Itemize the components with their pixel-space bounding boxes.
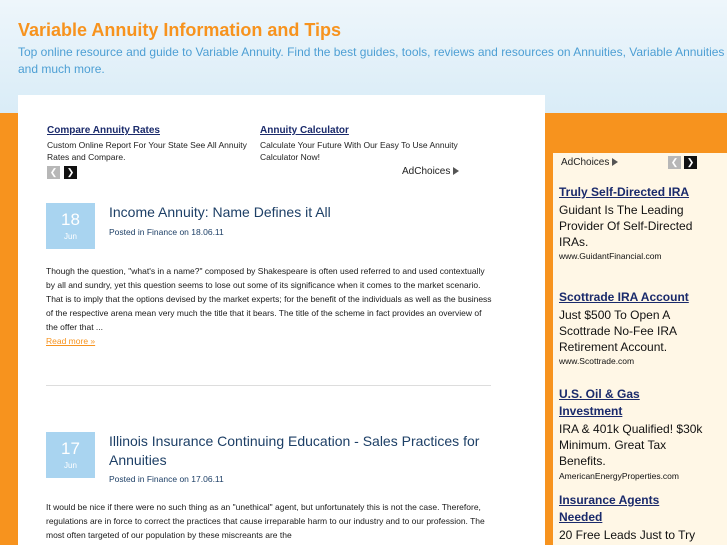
sidebar-ad-title[interactable]: Truly Self-Directed IRA	[559, 185, 690, 199]
ad-link-annuity-calculator[interactable]: Annuity Calculator	[260, 125, 349, 136]
post-excerpt: It would be nice if there were no such thing as an "unethical" agent, but unfortunately this is not the case. Therefore, regulations are in force to correct the practices that cause irreparable harm to our industry and to our profession. The most often targeted of our population by these miscreants are the	[46, 502, 485, 540]
adchoices-icon	[453, 167, 459, 175]
chevron-left-icon[interactable]: ❮	[668, 156, 681, 169]
adchoices-link[interactable]	[402, 166, 459, 177]
post-title[interactable]: Illinois Insurance Continuing Education - Sales Practices for Annuities	[109, 433, 480, 468]
post-excerpt: Though the question, "what's in a name?" composed by Shakespeare is often used referred to and used contextually by all and sundry, yet this question seems to lose out some of its significance when it comes to the market scenario. That is to imply that the options devised by the market experts; for the benefit of the individuals as well as the business of the respective arena mean very much the title that it bears. The title of the scheme in fact provides an overview of the offer that ...	[46, 266, 492, 332]
post-meta-prefix: Posted in	[109, 227, 145, 237]
ad-description: Calculate Your Future With Our Easy To Use Annuity Calculator Now!	[260, 140, 458, 162]
sidebar-ad-title[interactable]: Insurance Agents Needed	[559, 493, 660, 524]
sidebar-ad-url[interactable]: www.Scottrade.com	[559, 356, 635, 366]
post-category-link[interactable]: Finance	[146, 227, 178, 237]
site-title[interactable]: Variable Annuity Information and Tips	[18, 20, 342, 40]
site-description: Top online resource and guide to Variable Annuity. Find the best guides, tools, reviews and resources on Annuities, Variable Annuities and much more.	[18, 45, 725, 76]
sidebar-adchoices-link[interactable]	[561, 157, 618, 168]
adchoices-label: AdChoices	[561, 157, 610, 168]
post-meta	[109, 474, 224, 484]
post-divider	[46, 385, 491, 386]
sidebar-ad-url[interactable]: www.GuidantFinancial.com	[559, 251, 662, 261]
post-month: Jun	[64, 232, 77, 241]
post-date-box	[46, 432, 95, 478]
adchoices-label: AdChoices	[402, 166, 451, 177]
post-title[interactable]: Income Annuity: Name Defines it All	[109, 204, 331, 220]
sidebar-ad-text: IRA & 401k Qualified! $30k Minimum. Great Tax Benefits.	[559, 422, 703, 468]
post-meta-on: on	[179, 227, 189, 237]
post-date: 17.06.11	[191, 474, 224, 484]
post-date: 18.06.11	[191, 227, 224, 237]
post-meta-on: on	[179, 474, 189, 484]
sidebar-ad-text: 20 Free Leads Just to Try	[559, 528, 696, 542]
read-more-link[interactable]: Read more »	[46, 336, 96, 346]
sidebar-ad-text: Just $500 To Open A Scottrade No-Fee IRA Retirement Account.	[559, 308, 677, 354]
sidebar-ad-title[interactable]: U.S. Oil & Gas Investment	[559, 387, 640, 418]
chevron-left-icon[interactable]: ❮	[47, 166, 60, 179]
chevron-right-icon[interactable]: ❯	[64, 166, 77, 179]
post-day: 18	[61, 210, 80, 229]
ad-link-compare-annuity-rates[interactable]: Compare Annuity Rates	[47, 125, 160, 136]
post-month: Jun	[64, 461, 77, 470]
chevron-right-icon[interactable]: ❯	[684, 156, 697, 169]
sidebar-ad-title[interactable]: Scottrade IRA Account	[559, 290, 689, 304]
sidebar-ad-text: Guidant Is The Leading Provider Of Self-Directed IRAs.	[559, 203, 693, 249]
post-meta-prefix: Posted in	[109, 474, 145, 484]
sidebar-ad-url[interactable]: AmericanEnergyProperties.com	[559, 471, 679, 481]
post-meta	[109, 227, 224, 237]
post-date-box	[46, 203, 95, 249]
ad-description: Custom Online Report For Your State See All Annuity Rates and Compare.	[47, 140, 247, 162]
adchoices-icon	[612, 158, 618, 166]
post-category-link[interactable]: Finance	[146, 474, 178, 484]
post-day: 17	[61, 439, 80, 458]
